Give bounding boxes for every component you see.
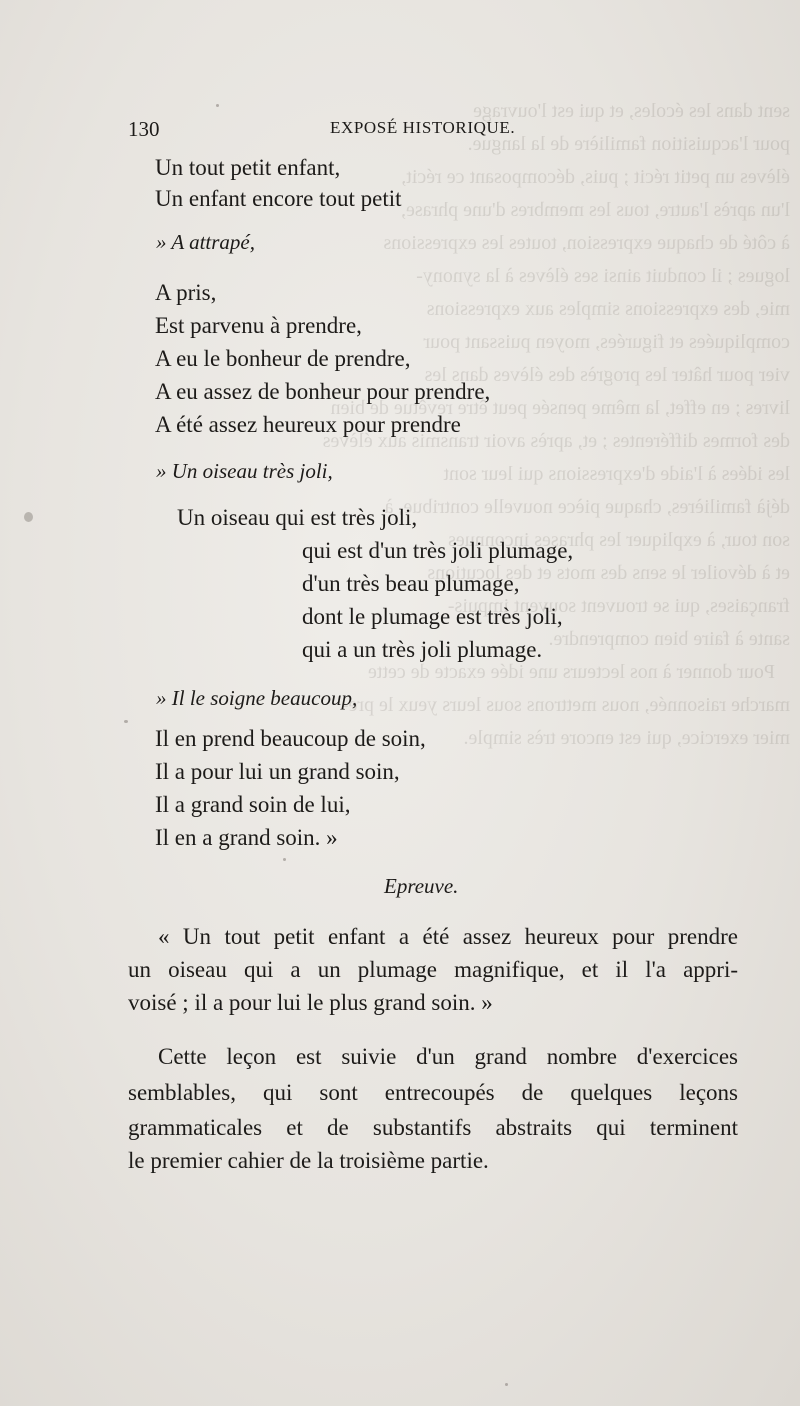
paper-speck	[283, 858, 286, 861]
verse-line: A eu le bonheur de prendre,	[155, 346, 411, 371]
section-heading: Epreuve.	[384, 874, 459, 898]
verse-line: Il en prend beaucoup de soin,	[155, 726, 426, 751]
verse-line: » Un oiseau très joli,	[156, 459, 333, 483]
paper-speck	[216, 104, 219, 107]
verse-line: A eu assez de bonheur pour prendre,	[155, 379, 491, 404]
verse-line: Il en a grand soin. »	[155, 825, 338, 850]
verse-line: Est parvenu à prendre,	[155, 313, 362, 338]
verse-line: » A attrapé,	[156, 230, 255, 254]
paper-speck	[124, 720, 128, 723]
closing-line: Cette leçon est suivie d'un grand nombre d'exercices	[158, 1044, 738, 1069]
verse-line: Il a grand soin de lui,	[155, 792, 351, 817]
epreuve-line: un oiseau qui a un plumage magnifique, et il l'a appri-	[128, 957, 738, 982]
running-head: EXPOSÉ HISTORIQUE.	[330, 118, 516, 137]
verse-line: A été assez heureux pour prendre	[155, 412, 461, 437]
epreuve-line: « Un tout petit enfant a été assez heureux pour prendre	[158, 924, 738, 949]
verse-line: dont le plumage est très joli,	[302, 604, 563, 629]
verse-line: » Il le soigne beaucoup,	[156, 686, 358, 710]
closing-line: grammaticales et de substantifs abstraits qui terminent	[128, 1115, 738, 1140]
verse-line: Un tout petit enfant,	[155, 155, 341, 180]
paper-speck	[24, 512, 33, 522]
page-number: 130	[128, 117, 160, 141]
paper-speck	[505, 1383, 508, 1386]
page-header	[128, 114, 738, 144]
closing-line: le premier cahier de la troisième partie.	[128, 1148, 489, 1173]
verse-line: d'un très beau plumage,	[302, 571, 520, 596]
show-through-texture: sent dans les écoles, et qui est l'ouvrage pour l'acquisition familière de la langue. élèves un petit récit ; puis, décomposant ce récit, l'un après l'autre, tous les membres d'une phrase, à côté de chaque expression, toutes les expressions logues ; il conduit ainsi ses élèves à la synony- mie, des expressions simples aux expressions compliquées et figurées, moyen puissant pour vier pour hâter les progrès des élèves dans les livres ; en effet, la même pensée peut être revêtue de bien des formes différentes ; et, après avoir transmis aux élèves les idées à l'aide d'expressions qui leur sont déjà familières, chaque pièce nouvelle contribue, à son tour, à expliquer les phrases inconnues et à dévoiler le sens des mots et des locutions françaises, qui se trouvent souvent impuis- sante à faire bien comprendre. Pour donner à nos lecteurs une idée exacte de cette marche raisonnée, nous mettrons sous leurs yeux le pre- mier exercice, qui est encore très simple.	[322, 100, 790, 749]
verse-line: A pris,	[155, 280, 217, 305]
verse-line: Il a pour lui un grand soin,	[155, 759, 400, 784]
closing-line: semblables, qui sont entrecoupés de quelques leçons	[128, 1080, 738, 1105]
verse-line: Un oiseau qui est très joli,	[177, 505, 418, 530]
verse-line: Un enfant encore tout petit	[155, 186, 402, 211]
verse-line: qui a un très joli plumage.	[302, 637, 543, 662]
epreuve-line: voisé ; il a pour lui le plus grand soin. »	[128, 990, 493, 1015]
verse-line: qui est d'un très joli plumage,	[302, 538, 574, 563]
